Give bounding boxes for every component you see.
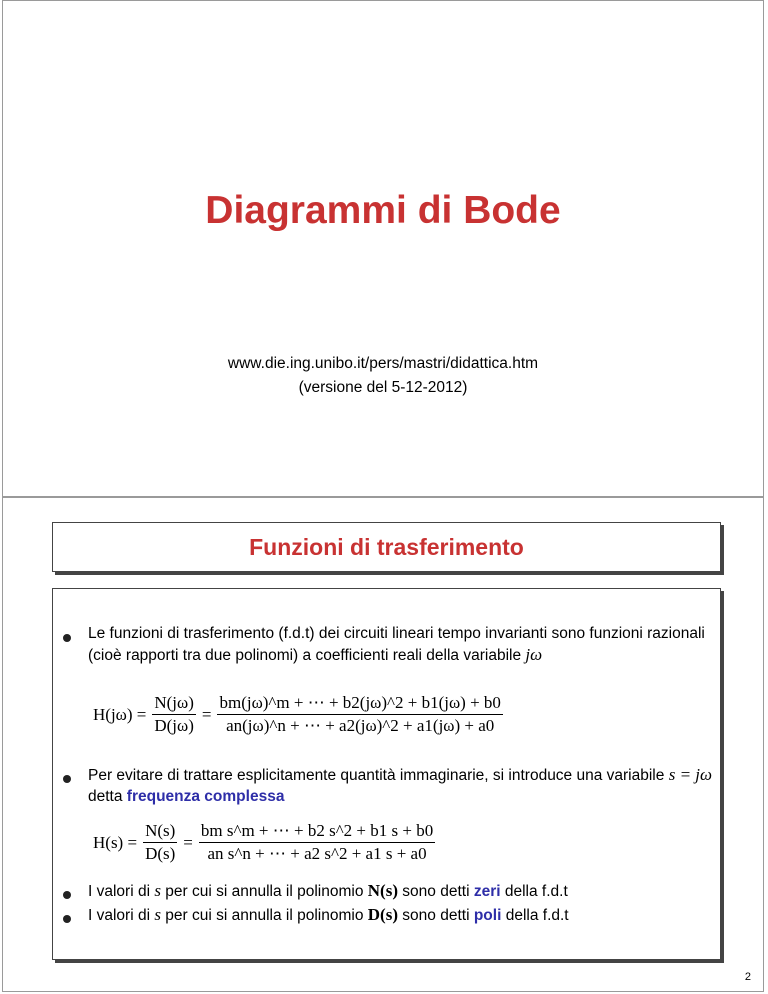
p4-poly: D(s) — [367, 905, 398, 924]
eq1-den2: an(jω)^n + ⋯ + a2(jω)^2 + a1(jω) + a0 — [226, 716, 495, 735]
p3-c: sono detti — [402, 883, 470, 900]
eq2-lhs: H(s) = — [93, 832, 138, 852]
bullet-icon — [63, 634, 71, 642]
bullet-icon — [63, 891, 71, 899]
paragraph-2-text: Per evitare di trattare esplicitamente quantità immaginarie, si introduce una variabile — [88, 767, 665, 784]
eq2-den2: an s^n + ⋯ + a2 s^2 + a1 s + a0 — [207, 844, 427, 863]
eq2-num2: bm s^m + ⋯ + b2 s^2 + b1 s + b0 — [200, 821, 434, 840]
slide-heading-box — [52, 522, 721, 572]
p3-s: s — [154, 881, 161, 900]
term-poli: poli — [473, 907, 502, 924]
variable-jw: jω — [525, 645, 543, 664]
eq1-den1: D(jω) — [154, 716, 194, 735]
bullet-icon — [63, 915, 71, 923]
p3-poly: N(s) — [367, 881, 398, 900]
p4-d: della f.d.t — [505, 907, 569, 924]
eq2-den1: D(s) — [145, 844, 176, 863]
p3-b: per cui si annulla il polinomio — [165, 883, 364, 900]
content-slide — [2, 497, 764, 992]
equation-h-s: H(s) = $\frac{N(s)}{D(s)}$ = $\frac{\text{bm s\textasciicircum{}m + ⋯ + b2 s\textasciicircum{}2 + b1 s + b0}}{\text{an s\textasciicircum{}n + ⋯ + a2 s\textasciicircum{}2 + a1 s + a0}}$ — [93, 821, 434, 863]
p4-c: sono detti — [402, 907, 470, 924]
paragraph-4 — [88, 904, 718, 926]
content-box — [52, 588, 721, 960]
paragraph-2-detta: detta — [88, 788, 123, 805]
eq2-fraction-poly — [199, 821, 435, 864]
slide-heading: Funzioni di trasferimento — [249, 533, 524, 560]
p3-a: I valori di — [88, 883, 151, 900]
p4-b: per cui si annulla il polinomio — [165, 907, 364, 924]
eq1-fraction-nd — [152, 693, 196, 736]
term-zeri: zeri — [473, 883, 501, 900]
paragraph-3 — [88, 880, 718, 902]
p4-a: I valori di — [88, 907, 151, 924]
term-frequenza-complessa: frequenza complessa — [126, 788, 285, 805]
eq1-lhs: H(jω) = — [93, 704, 147, 724]
course-url: www.die.ing.unibo.it/pers/mastri/didattica.htm — [227, 355, 539, 372]
eq2-fraction-nd — [143, 821, 177, 864]
eq1-num1: N(jω) — [154, 693, 194, 712]
slide-title: Diagrammi di Bode — [205, 189, 561, 232]
paragraph-1 — [88, 623, 718, 666]
eq1-num2: bm(jω)^m + ⋯ + b2(jω)^2 + b1(jω) + b0 — [219, 693, 501, 712]
eq1-fraction-poly — [217, 693, 502, 736]
equation-h-jw: H(jω) = $\frac{N(j\omega)}{D(j\omega)}$ = $\frac{bm(j\omega)\^{}m + \cdots + b2(j\omega)\^{}2 + b1(j\omega) + b0}{an(j\omega)\^{}n + \cdots + a2(j\omega)\^{}2 + a1(j\omega) + a0}$ — [93, 693, 501, 735]
paragraph-2 — [88, 764, 718, 807]
version-date: (versione del 5-12-2012) — [298, 379, 468, 396]
expr-s-equals-jw: s = jω — [668, 765, 713, 784]
p4-s: s — [154, 905, 161, 924]
paragraph-1-text: Le funzioni di trasferimento (f.d.t) dei circuiti lineari tempo invarianti sono funzioni razionali (cioè rapporti tra due polinomi) a coefficienti reali della variabile — [88, 625, 705, 664]
bullet-icon — [63, 775, 71, 783]
title-slide — [2, 0, 764, 497]
p3-d: della f.d.t — [504, 883, 568, 900]
page-number: 2 — [744, 971, 751, 983]
eq2-num1: N(s) — [145, 821, 176, 840]
